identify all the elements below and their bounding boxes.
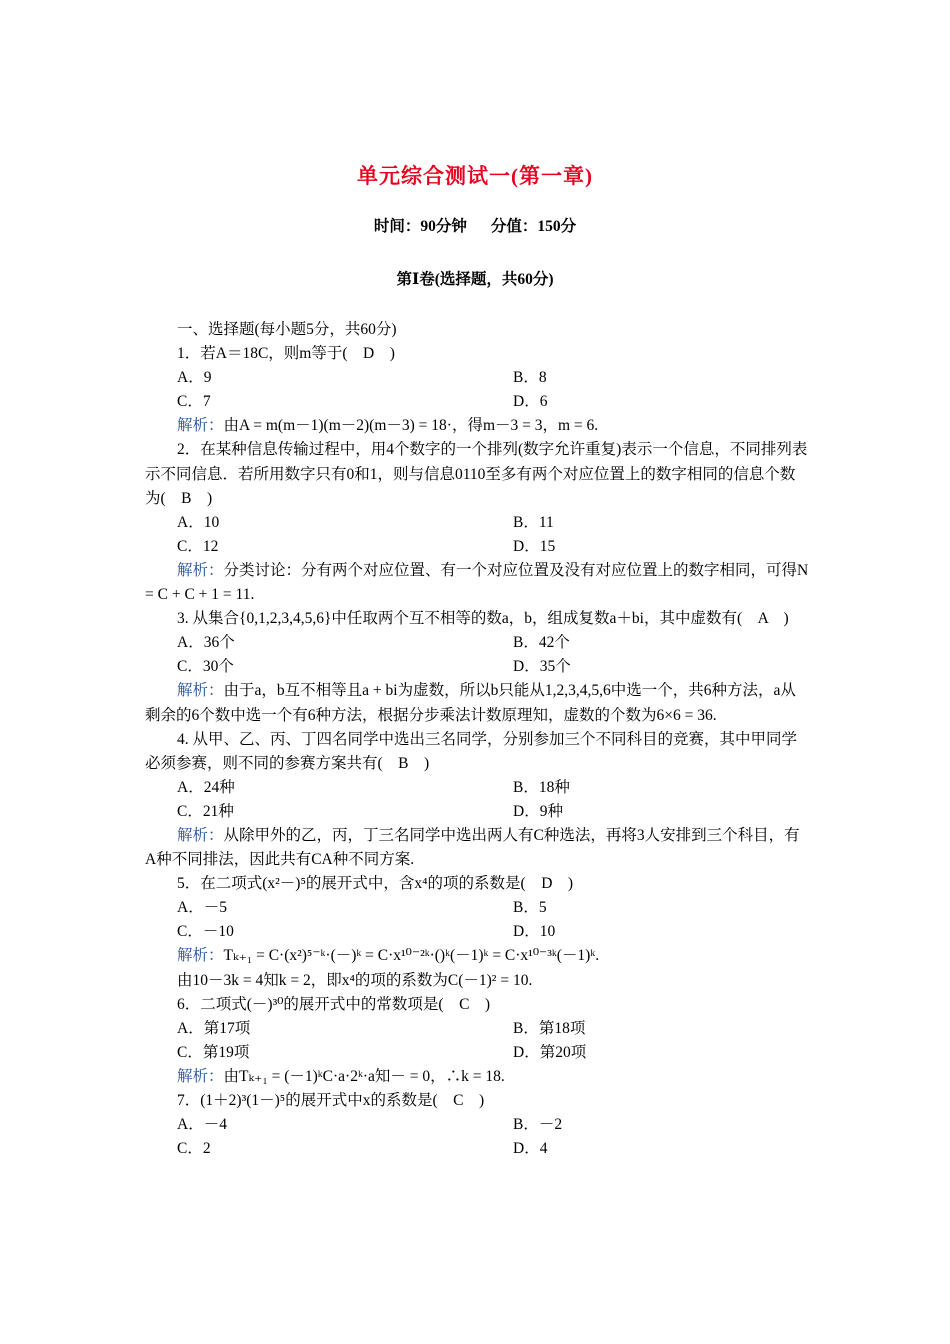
option-a: A．10 [177,513,220,531]
question-2-options-row-1 [145,511,810,535]
question-7-options-row-1 [145,1113,810,1137]
option-d: D．第20项 [513,1043,587,1061]
question-5-stem: 5．在二项式(x²－)⁵的展开式中，含x⁴的项的系数是( D ) [177,875,574,893]
part-heading: 一、选择题(每小题5分，共60分) [177,321,397,338]
question-1-options-row-1 [145,366,810,390]
question-3-analysis [145,679,810,727]
option-a: A．第17项 [177,1019,251,1037]
question-2-options-row-2 [145,535,810,559]
option-c: C．－10 [177,923,234,941]
question-3-stem: 3. 从集合{0,1,2,3,4,5,6}中任取两个互不相等的数a，b，组成复数a＋bi，其中虚数有( A ) [177,610,789,628]
time-limit: 时间：90分钟 [373,218,467,235]
analysis-label: 解析： [177,826,224,844]
question-1-analysis [145,414,810,438]
option-d: D．10 [513,923,556,941]
option-d: D．9种 [513,802,563,820]
analysis-label: 解析： [177,947,224,965]
page-title: 单元综合测试一(第一章) [357,164,593,188]
analysis-label: 解析： [177,1067,224,1085]
analysis-text: 从除甲外的乙，丙，丁三名同学中选出两人有C种选法，再将3人安排到三个科目，有A种不同排法，因此共有CA种不同方案. [145,826,800,869]
option-d: D．15 [513,537,556,555]
analysis-text: 由A = m(m－1)(m－2)(m－3) = 18·，得m－3 = 3，m = 6. [223,417,599,435]
option-d: D．4 [513,1140,548,1158]
option-a: A．－4 [177,1116,227,1134]
question-body [145,318,810,1161]
question-5-analysis-continued: 由10－3k = 4知k = 2，即x⁴的项的系数为C(－1)² = 10. [177,971,533,989]
section-heading: 第Ⅰ卷(选择题，共60分) [396,271,554,288]
option-b: B．－2 [513,1116,563,1134]
question-7-options-row-2 [145,1137,810,1161]
question-4-options-row-1 [145,776,810,800]
question-6-analysis [145,1065,810,1089]
question-1-options-row-2 [145,390,810,414]
option-c: C．30个 [177,658,234,676]
option-d: D．6 [513,393,548,411]
option-b: B．42个 [513,634,570,652]
question-3-options-row-1 [145,631,810,655]
option-c: C．2 [177,1140,211,1158]
question-4-options-row-2 [145,800,810,824]
option-a: A．9 [177,369,212,387]
exam-meta [0,214,950,236]
question-3-options-row-2 [145,655,810,679]
option-c: C．7 [177,393,211,411]
option-c: C．12 [177,537,219,555]
option-b: B．8 [513,369,547,387]
question-5-options-row-2 [145,920,810,944]
option-c: C．21种 [177,802,234,820]
analysis-text: Tₖ₊₁ = C·(x²)⁵⁻ᵏ·(－)ᵏ = C·x¹⁰⁻²ᵏ·()ᵏ(－1)ᵏ = C·x¹⁰⁻³ᵏ(－1)ᵏ. [223,947,600,965]
question-2-analysis [145,559,810,607]
question-4-stem: 4. 从甲、乙、丙、丁四名同学中选出三名同学，分别参加三个不同科目的竞赛，其中甲同学必须参赛，则不同的参赛方案共有( B ) [145,730,798,772]
analysis-label: 解析： [177,682,224,700]
question-7-stem: 7．(1＋2)³(1－)⁵的展开式中x的系数是( C ) [177,1092,485,1109]
question-2-stem: 2．在某种信息传输过程中，用4个数字的一个排列(数字允许重复)表示一个信息，不同排列表示不同信息．若所用数字只有0和1，则与信息0110至多有两个对应位置上的数字相同的信息个数为( B ) [145,441,808,507]
option-a: A．24种 [177,778,235,796]
option-d: D．35个 [513,658,571,676]
option-a: A．36个 [177,634,235,652]
option-b: B．5 [513,899,547,917]
analysis-label: 解析： [177,417,224,435]
analysis-text: 由Tₖ₊₁ = (－1)ᵏC·a·2ᵏ·a知－ = 0，∴k = 18. [223,1067,505,1085]
question-4-analysis [145,824,810,872]
question-5-options-row-1 [145,896,810,920]
question-6-options-row-1 [145,1017,810,1041]
total-score: 分值：150分 [490,218,577,235]
analysis-label: 解析： [177,561,224,579]
question-6-options-row-2 [145,1041,810,1065]
question-5-analysis [145,944,810,968]
option-b: B．11 [513,513,554,531]
option-a: A．－5 [177,899,227,917]
question-1-stem: 1．若A＝18C，则m等于( D ) [177,345,395,363]
option-b: B．第18项 [513,1019,586,1037]
question-6-stem: 6．二项式(－)³⁰的展开式中的常数项是( C ) [177,995,491,1013]
option-c: C．第19项 [177,1043,250,1061]
analysis-text: 由于a，b互不相等且a + bi为虚数，所以b只能从1,2,3,4,5,6中选一个，共6种方法，a从剩余的6个数中选一个有6种方法，根据分步乘法计数原理知，虚数的个数为6×6 = 36. [145,682,796,724]
analysis-text: 分类讨论：分有两个对应位置、有一个对应位置及没有对应位置上的数字相同，可得N = C + C + 1 = 11. [145,561,809,604]
option-b: B．18种 [513,778,570,796]
